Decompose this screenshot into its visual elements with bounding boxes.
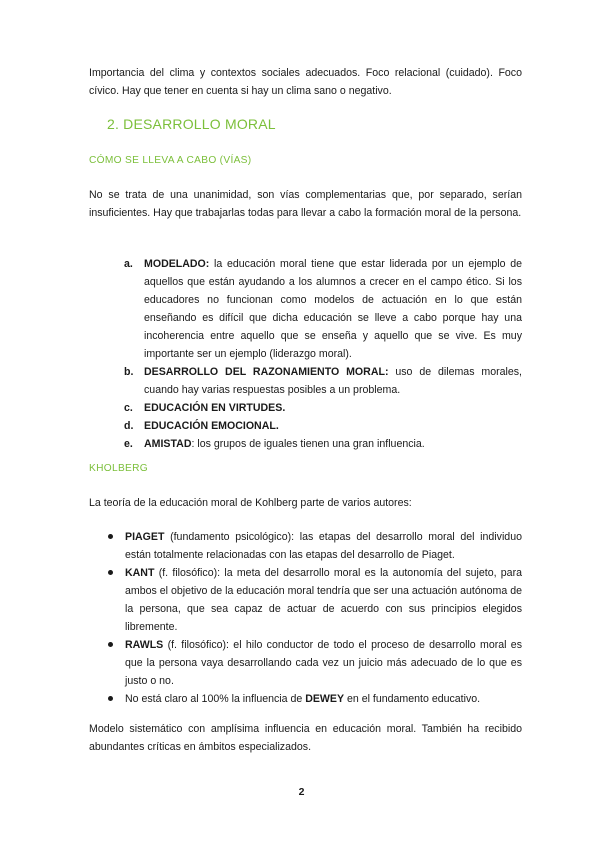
list-item	[124, 399, 522, 417]
list-term: MODELADO:	[144, 258, 210, 270]
list-term: EDUCACIÓN EN VIRTUDES.	[144, 402, 286, 414]
list-text: la educación moral tiene que estar liderada por un ejemplo de aquellos que están ayudando a los alumnos a crecer en el campo ético. Si los educadores no funcionan como modelos de actuación en lo que están enseñando es difícil que dicha educación se lleve a cabo porque hay una incoherencia entre aquello que se enseña y aquello que se vive. Es muy importante ser un ejemplo (liderazgo moral).	[144, 258, 522, 360]
list-marker: e.	[124, 438, 133, 450]
list-term: KANT	[125, 567, 155, 579]
list-item	[107, 528, 522, 564]
list-term: AMISTAD	[144, 438, 192, 450]
list-item	[124, 255, 522, 363]
list-marker: b.	[124, 366, 134, 378]
list-item	[107, 690, 522, 708]
list-term: EDUCACIÓN EMOCIONAL.	[144, 420, 279, 432]
bullet-icon	[108, 570, 113, 575]
list-item	[124, 363, 522, 399]
list-marker: c.	[124, 402, 133, 414]
list-text: (f. filosófico): la meta del desarrollo moral es la autonomía del sujeto, para ambos el objetivo de la educación moral tendría que ser una actuación autónoma de la persona, que sea capaz de actuar de acuerdo con sus principios elegidos libremente.	[125, 567, 522, 633]
list-text: uso de dilemas morales, cuando hay varias respuestas posibles a un problema.	[144, 366, 522, 396]
bullet-icon	[108, 642, 113, 647]
subsection-title-kohlberg: KHOLBERG	[89, 463, 149, 474]
closing-paragraph: Modelo sistemático con amplísima influencia en educación moral. También ha recibido abundantes críticas en ámbitos especializados.	[89, 723, 522, 753]
vias-paragraph: No se trata de una unanimidad, son vías complementarias que, por separado, serían insuficientes. Hay que trabajarlas todas para llevar a cabo la formación moral de la persona.	[89, 189, 522, 219]
intro-paragraph: Importancia del clima y contextos sociales adecuados. Foco relacional (cuidado). Foco cívico. Hay que tener en cuenta si hay un clima sano o negativo.	[89, 67, 522, 97]
page-number: 2	[298, 786, 305, 798]
list-text: en el fundamento educativo.	[344, 693, 481, 705]
kohlberg-paragraph: La teoría de la educación moral de Kohlberg parte de varios autores:	[89, 497, 412, 509]
list-term: RAWLS	[125, 639, 164, 651]
list-text: (fundamento psicológico): las etapas del desarrollo moral del individuo están totalmente relacionadas con las etapas del desarrollo de Piaget.	[125, 531, 522, 561]
list-text: : los grupos de iguales tienen una gran influencia.	[191, 438, 425, 450]
section-title: 2. DESARROLLO MORAL	[107, 116, 276, 132]
bullet-icon	[108, 534, 113, 539]
list-marker: a.	[124, 258, 133, 270]
bullet-icon	[108, 696, 113, 701]
list-prefix: No está claro al 100% la influencia de	[125, 693, 306, 705]
list-text: (f. filosófico): el hilo conductor de todo el proceso de desarrollo moral es que la persona vaya desarrollando cada vez un juicio más adecuado de lo que es justo o no.	[125, 639, 522, 687]
list-term: DESARROLLO DEL RAZONAMIENTO MORAL:	[144, 366, 389, 378]
list-term: PIAGET	[125, 531, 165, 543]
authors-list	[107, 528, 522, 708]
vias-list	[124, 255, 522, 453]
list-item	[107, 636, 522, 690]
list-item	[124, 435, 522, 453]
subsection-title-vias: CÓMO SE LLEVA A CABO (VÍAS)	[89, 155, 252, 166]
list-item	[124, 417, 522, 435]
list-term: DEWEY	[305, 693, 345, 705]
list-item	[107, 564, 522, 636]
list-marker: d.	[124, 420, 134, 432]
